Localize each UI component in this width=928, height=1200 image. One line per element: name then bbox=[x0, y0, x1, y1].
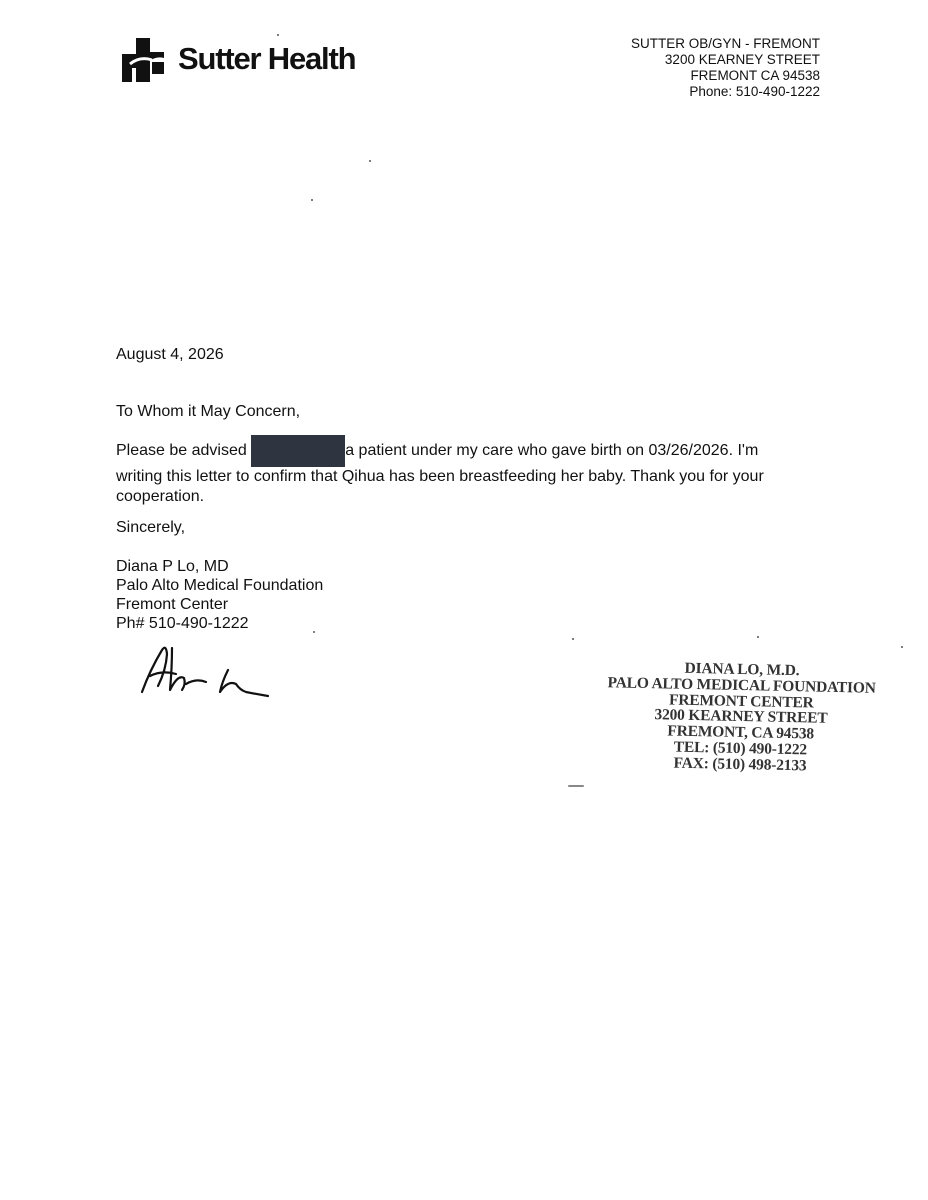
handwritten-signature bbox=[136, 640, 276, 702]
stamp-line: FAX: (510) 498-2133 bbox=[673, 754, 807, 775]
signer-line: Ph# 510-490-1222 bbox=[116, 615, 249, 632]
stamp-line: FREMONT, CA 94538 bbox=[667, 722, 815, 743]
scan-speck bbox=[568, 785, 584, 787]
scan-speck bbox=[313, 631, 315, 633]
address-line: Phone: 510-490-1222 bbox=[689, 84, 820, 99]
address-line: FREMONT CA 94538 bbox=[690, 68, 820, 83]
closing: Sincerely, bbox=[116, 519, 186, 536]
header-address bbox=[631, 36, 820, 100]
scan-speck bbox=[277, 34, 279, 36]
address-line: 3200 KEARNEY STREET bbox=[664, 52, 820, 67]
signer-line: Diana P Lo, MD bbox=[116, 558, 229, 575]
stamp-line: FREMONT CENTER bbox=[668, 691, 814, 712]
doctor-stamp bbox=[585, 659, 897, 776]
stamp-line: 3200 KEARNEY STREET bbox=[654, 706, 828, 728]
stamp-line: DIANA LO, M.D. bbox=[684, 659, 800, 680]
scan-speck bbox=[757, 636, 759, 638]
scan-speck bbox=[311, 199, 313, 201]
redaction-box bbox=[251, 435, 345, 467]
salutation: To Whom it May Concern, bbox=[116, 403, 301, 420]
signer-block bbox=[116, 557, 323, 633]
stamp-line: TEL: (510) 490-1222 bbox=[673, 738, 808, 759]
scan-speck bbox=[901, 646, 903, 648]
body-text-suffix: a patient under my care who gave birth on 03/26/2026. I'm writing this letter to confirm that Qihua has been breastfeeding her baby. Thank you for your cooperation. bbox=[116, 442, 764, 505]
scan-speck bbox=[369, 160, 371, 162]
body-text-prefix: Please be advised bbox=[116, 442, 252, 459]
logo-wordmark: Sutter Health bbox=[178, 41, 356, 76]
signer-line: Palo Alto Medical Foundation bbox=[116, 577, 324, 594]
scan-speck bbox=[572, 638, 574, 640]
letter-date: August 4, 2026 bbox=[116, 346, 224, 363]
letter-body bbox=[116, 441, 806, 506]
address-line: SUTTER OB/GYN - FREMONT bbox=[631, 36, 820, 51]
sutter-health-logo bbox=[118, 36, 355, 86]
signer-line: Fremont Center bbox=[116, 596, 229, 613]
stamp-line: PALO ALTO MEDICAL FOUNDATION bbox=[607, 673, 876, 697]
sutter-health-cross-icon bbox=[118, 36, 168, 86]
